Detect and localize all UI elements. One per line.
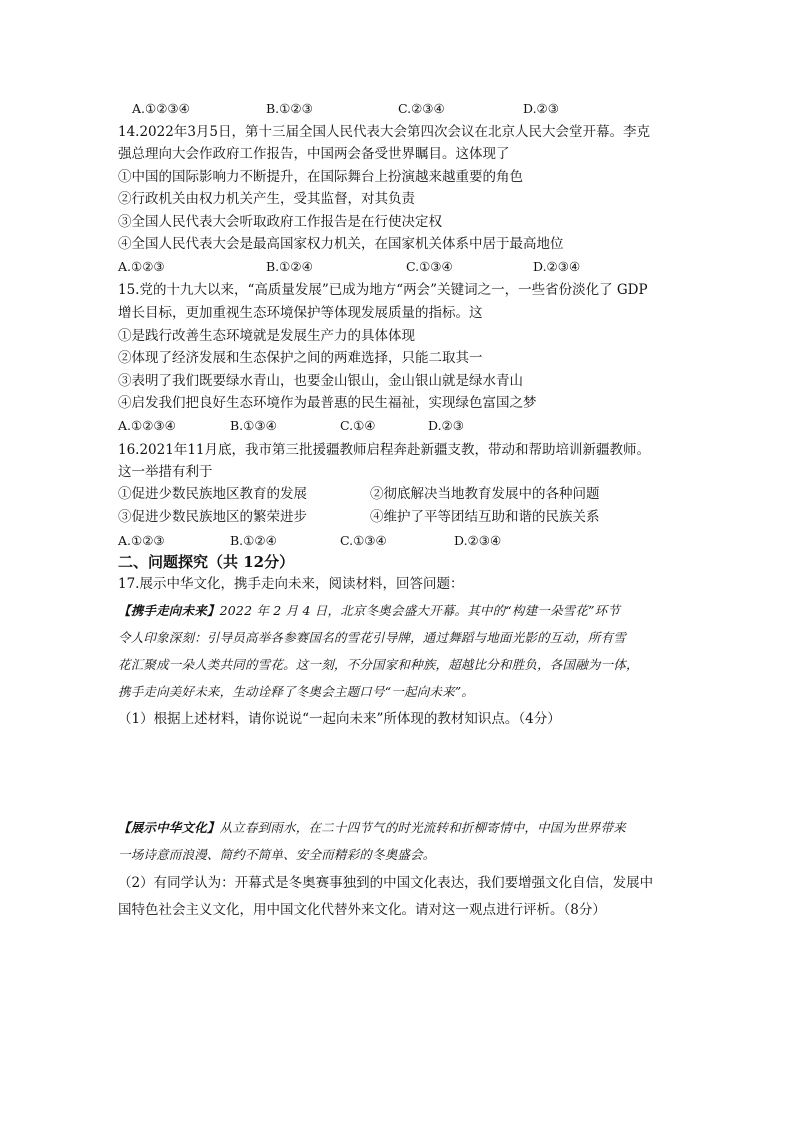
- q16-option-c: C.①③④: [340, 533, 387, 548]
- q14-option-b: B.①②④: [266, 259, 313, 274]
- q14-stem-line2: 强总理向大会作政府工作报告，中国两会备受世界瞩目。这体现了: [118, 146, 510, 162]
- q16-item-1: ①促进少数民族地区教育的发展: [118, 486, 307, 502]
- q14-item-2: ②行政机关由权力机关产生，受其监督，对其负责: [118, 191, 415, 207]
- section-2-title: 二、问题探究（共 12分）: [118, 553, 295, 571]
- q17-sub1: （1）根据上述材料，请你说说“一起向未来”所体现的教材知识点。（4分）: [118, 711, 561, 727]
- q16-option-d: D.②③④: [454, 533, 502, 548]
- q16-stem-line2: 这一举措有利于: [118, 464, 213, 480]
- material-2-line2: 一场诗意而浪漫、简约不简单、安全而精彩的冬奥盛会。: [118, 847, 436, 862]
- material-2-line1: [118, 818, 626, 838]
- q14-item-1: ①中国的国际影响力不断提升，在国际舞台上扮演越来越重要的角色: [118, 169, 523, 185]
- q15-item-3: ③表明了我们既要绿水青山，也要金山银山，金山银山就是绿水青山: [118, 373, 523, 389]
- q14-option-a: A.①②③: [118, 259, 165, 274]
- q16-item-3: ③促进少数民族地区的繁荣进步: [118, 509, 307, 525]
- q15-option-a: A.①②③④: [118, 418, 176, 433]
- q13-option-b: B.①②③: [266, 101, 313, 116]
- q15-item-1: ①是践行改善生态环境就是发展生产力的具体体现: [118, 328, 415, 344]
- q15-stem-line2: 增长目标，更加重视生态环境保护等体现发展质量的指标。这: [118, 305, 483, 321]
- q15-item-4: ④启发我们把良好生态环境作为最普惠的民生福祉，实现绿色富国之梦: [118, 395, 537, 411]
- q16-item-4: ④维护了平等团结互助和谐的民族关系: [370, 509, 600, 525]
- material-1-line1: [118, 601, 620, 621]
- q16-item-2: ②彻底解决当地教育发展中的各种问题: [370, 486, 600, 502]
- q15-stem-line1: 15.党的十九大以来，“高质量发展”已成为地方“两会”关键词之一，一些省份淡化了 GDP: [118, 282, 648, 298]
- material-1-text: 2022 年 2 月 4 日，北京冬奥会盛大开幕。其中的“构建一朵雪花”环节: [219, 603, 621, 618]
- q15-option-c: C.①④: [340, 418, 376, 433]
- q16-stem-line1: 16.2021年11月底，我市第三批援疆教师启程奔赴新疆支教，带动和帮助培训新疆教师。: [118, 442, 651, 458]
- q13-option-c: C.②③④: [398, 101, 445, 116]
- q17-stem: 17.展示中华文化，携手走向未来，阅读材料，回答问题：: [118, 576, 464, 592]
- material-1-line2: 令人印象深刻：引导员高举各参赛国名的雪花引导牌，通过舞蹈与地面光影的互动，所有雪: [118, 630, 627, 645]
- material-2-tag: 【展示中华文化】: [118, 820, 220, 835]
- q15-option-b: B.①③④: [230, 418, 277, 433]
- q15-item-2: ②体现了经济发展和生态保护之间的两难选择，只能二取其一: [118, 350, 483, 366]
- q17-sub2-line1: （2）有同学认为：开幕式是冬奥赛事独到的中国文化表达，我们要增强文化自信，发展中: [118, 875, 654, 891]
- material-1-tag: 【携手走向未来】: [118, 603, 220, 618]
- q17-sub2-line2: 国特色社会主义文化，用中国文化代替外来文化。请对这一观点进行评析。（8分）: [118, 902, 606, 918]
- q14-item-3: ③全国人民代表大会听取政府工作报告是在行使决定权: [118, 214, 442, 230]
- q14-option-d: D.②③④: [533, 259, 581, 274]
- q15-option-d: D.②③: [428, 418, 464, 433]
- q14-item-4: ④全国人民代表大会是最高国家权力机关，在国家机关体系中居于最高地位: [118, 236, 564, 252]
- q13-option-d: D.②③: [523, 101, 559, 116]
- q16-option-b: B.①②④: [230, 533, 277, 548]
- material-1-line4: 携手走向美好未来，生动诠释了冬奥会主题口号“一起向未来”。: [118, 684, 475, 699]
- q13-option-a: A.①②③④: [132, 101, 190, 116]
- q14-stem-line1: 14.2022年3月5日，第十三届全国人民代表大会第四次会议在北京人民大会堂开幕。李克: [118, 124, 651, 140]
- q16-option-a: A.①②③: [118, 533, 165, 548]
- q14-option-c: C.①③④: [406, 259, 453, 274]
- material-2-text: 从立春到雨水，在二十四节气的时光流转和折柳寄情中，中国为世界带来: [219, 820, 627, 835]
- material-1-line3: 花汇聚成一朵人类共同的雪花。这一刻，不分国家和种族，超越比分和胜负，各国融为一体，: [118, 657, 639, 672]
